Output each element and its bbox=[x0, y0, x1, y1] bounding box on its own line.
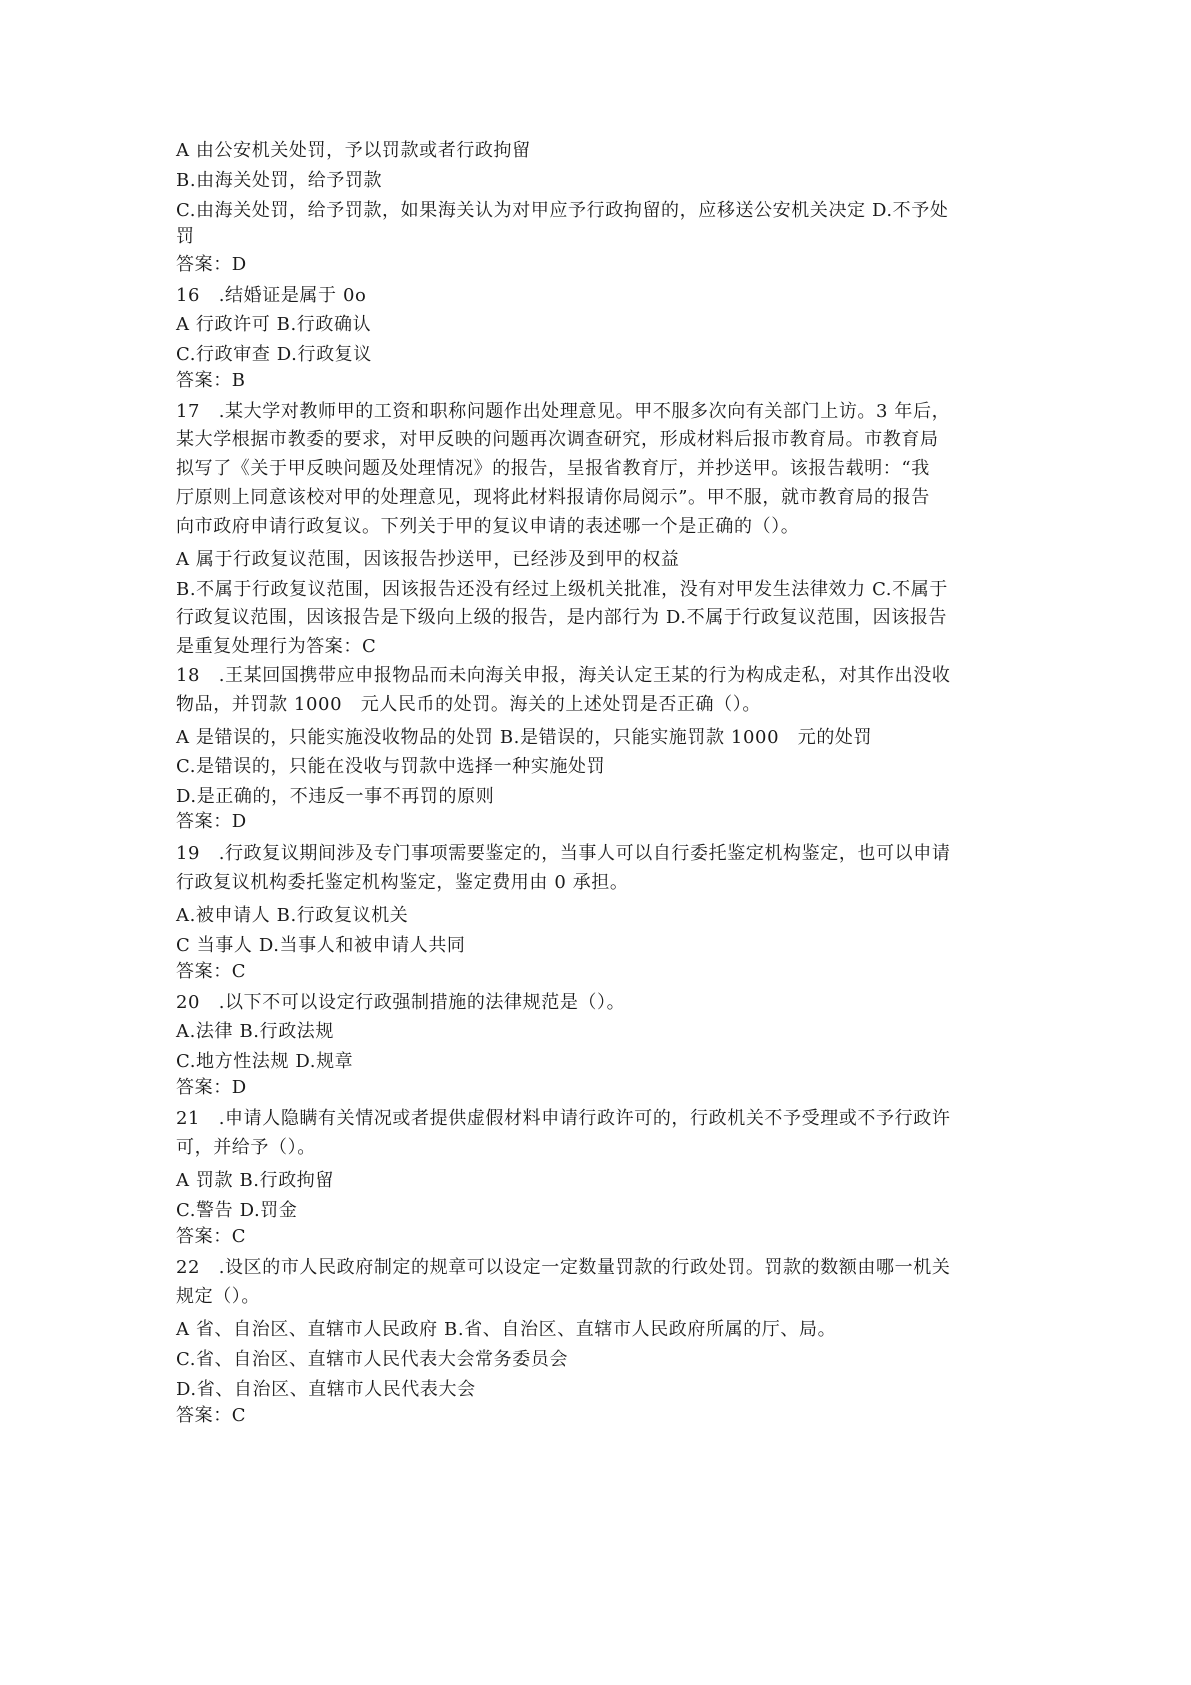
option-line: C 当事人 D.当事人和被申请人共同 bbox=[176, 935, 466, 956]
question-line: 22 .设区的市人民政府制定的规章可以设定一定数量罚款的行政处罚。罚款的数额由哪一机关 bbox=[176, 1257, 951, 1278]
question-line: 物品，并罚款 1000 元人民币的处罚。海关的上述处罚是否正确（）。 bbox=[176, 694, 761, 715]
question-line: 16 .结婚证是属于 0o bbox=[176, 285, 367, 306]
question-line: 20 .以下不可以设定行政强制措施的法律规范是（）。 bbox=[176, 992, 626, 1013]
option-line: B.不属于行政复议范围，因该报告还没有经过上级机关批准，没有对甲发生法律效力 C.不属于 bbox=[176, 579, 948, 600]
answer-line: 答案：D bbox=[176, 1077, 247, 1098]
option-line: C.省、自治区、直辖市人民代表大会常务委员会 bbox=[176, 1349, 569, 1370]
question-line: 可，并给予（）。 bbox=[176, 1137, 316, 1158]
question-line: 规定（）。 bbox=[176, 1286, 260, 1307]
option-line: A.被申请人 B.行政复议机关 bbox=[176, 905, 409, 926]
option-line: C.警告 D.罚金 bbox=[176, 1200, 298, 1221]
question-line: 拟写了《关于甲反映问题及处理情况》的报告，呈报省教育厅，并抄送甲。该报告载明：“我 bbox=[176, 458, 930, 479]
option-line: 行政复议范围，因该报告是下级向上级的报告，是内部行为 D.不属于行政复议范围，因该报告 bbox=[176, 607, 948, 628]
answer-line: 是重复处理行为答案：C bbox=[176, 636, 377, 657]
question-line: 19 .行政复议期间涉及专门事项需要鉴定的，当事人可以自行委托鉴定机构鉴定，也可以申请 bbox=[176, 843, 951, 864]
option-line: 罚 bbox=[176, 226, 195, 247]
answer-line: 答案：B bbox=[176, 370, 246, 391]
option-line: D.是正确的，不违反一事不再罚的原则 bbox=[176, 786, 495, 807]
option-line: A 罚款 B.行政拘留 bbox=[176, 1170, 334, 1191]
option-line: A 是错误的，只能实施没收物品的处罚 B.是错误的，只能实施罚款 1000 元的处罚 bbox=[176, 727, 873, 748]
question-line: 某大学根据市教委的要求，对甲反映的问题再次调查研究，形成材料后报市教育局。市教育局 bbox=[176, 429, 939, 450]
option-line: A 省、自治区、直辖市人民政府 B.省、自治区、直辖市人民政府所属的厅、局。 bbox=[176, 1319, 837, 1340]
question-line: 厅原则上同意该校对甲的处理意见，现将此材料报请你局阅示”。甲不服，就市教育局的报告 bbox=[176, 487, 930, 508]
option-line: C.行政审查 D.行政复议 bbox=[176, 344, 372, 365]
option-line: C.地方性法规 D.规章 bbox=[176, 1051, 354, 1072]
question-line: 18 .王某回国携带应申报物品而未向海关申报，海关认定王某的行为构成走私，对其作出没收 bbox=[176, 665, 951, 686]
option-line: A 属于行政复议范围，因该报告抄送甲，已经涉及到甲的权益 bbox=[176, 549, 680, 570]
option-line: D.省、自治区、直辖市人民代表大会 bbox=[176, 1379, 476, 1400]
option-line: C.由海关处罚，给予罚款，如果海关认为对甲应予行政拘留的，应移送公安机关决定 D.不予处 bbox=[176, 200, 949, 221]
option-line: A 行政许可 B.行政确认 bbox=[176, 314, 372, 335]
option-line: A 由公安机关处罚，予以罚款或者行政拘留 bbox=[176, 140, 531, 161]
answer-line: 答案：C bbox=[176, 1405, 247, 1426]
question-line: 17 .某大学对教师甲的工资和职称问题作出处理意见。甲不服多次向有关部门上访。3 年后， bbox=[176, 401, 951, 422]
question-line: 21 .申请人隐瞒有关情况或者提供虚假材料申请行政许可的，行政机关不予受理或不予行政许 bbox=[176, 1108, 951, 1129]
question-line: 向市政府申请行政复议。下列关于甲的复议申请的表述哪一个是正确的（）。 bbox=[176, 516, 800, 537]
answer-line: 答案：C bbox=[176, 961, 247, 982]
answer-line: 答案：D bbox=[176, 811, 247, 832]
question-line: 行政复议机构委托鉴定机构鉴定，鉴定费用由 0 承担。 bbox=[176, 872, 629, 893]
option-line: A.法律 B.行政法规 bbox=[176, 1021, 334, 1042]
option-line: C.是错误的，只能在没收与罚款中选择一种实施处罚 bbox=[176, 756, 606, 777]
option-line: B.由海关处罚，给予罚款 bbox=[176, 170, 383, 191]
answer-line: 答案：D bbox=[176, 254, 247, 275]
answer-line: 答案：C bbox=[176, 1226, 247, 1247]
